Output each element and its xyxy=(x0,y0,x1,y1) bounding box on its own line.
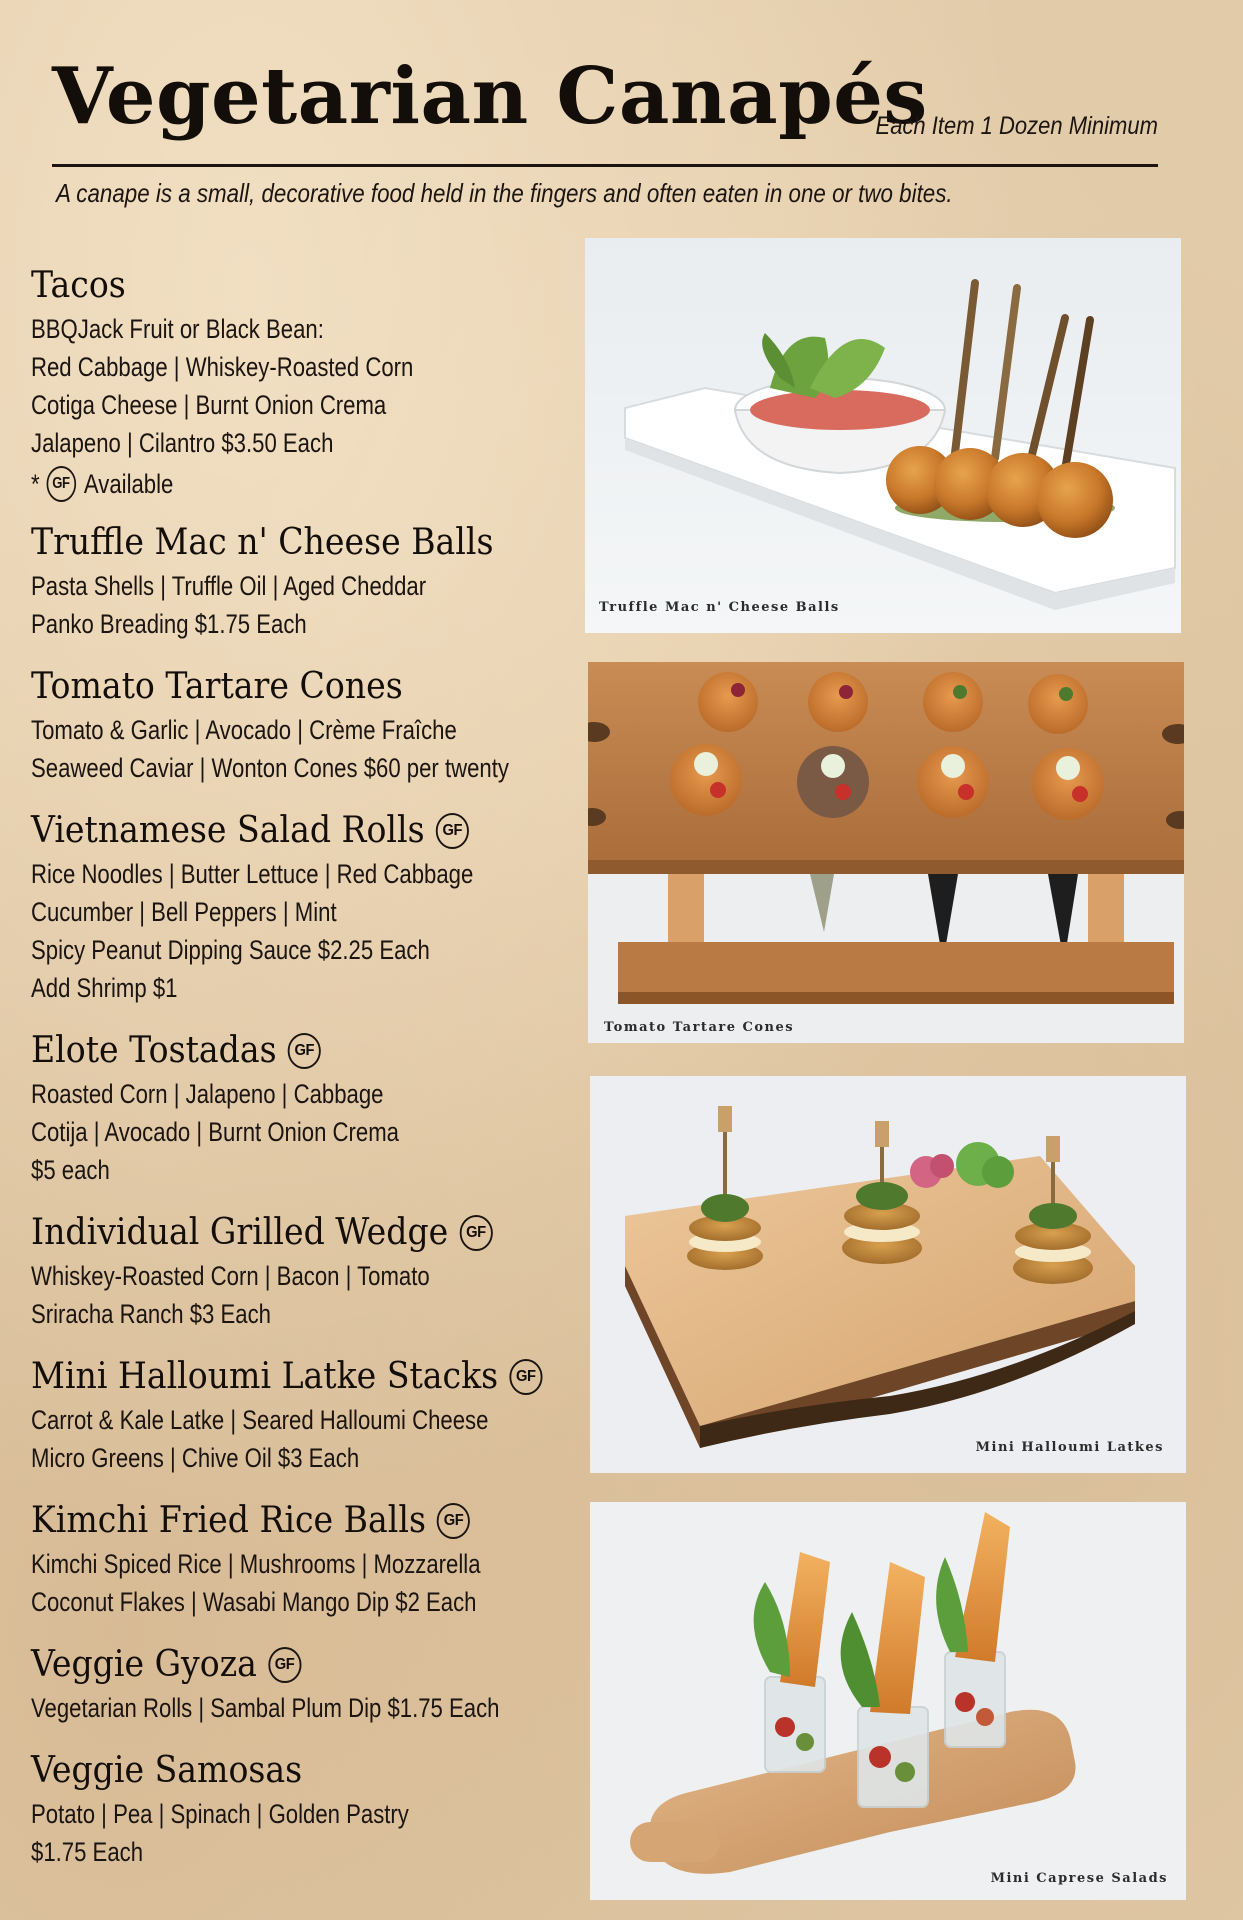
menu-item-name xyxy=(31,262,546,310)
menu-item-title: Vietnamese Salad Rolls xyxy=(31,810,425,851)
menu-item xyxy=(31,519,591,643)
menu-item-description: Panko Breading $1.75 Each xyxy=(31,609,307,639)
menu-item-name xyxy=(31,1027,546,1075)
menu-item-description: Rice Noodles | Butter Lettuce | Red Cabbage xyxy=(31,859,474,889)
gluten-free-badge: GF xyxy=(437,1503,470,1539)
menu-item-name xyxy=(31,1641,546,1689)
menu-item-description: Add Shrimp $1 xyxy=(31,973,178,1003)
menu-item xyxy=(31,663,591,787)
header-divider xyxy=(52,164,1158,167)
menu-item-title: Tacos xyxy=(31,265,126,306)
menu-item-description: Vegetarian Rolls | Sambal Plum Dip $1.75 Each xyxy=(31,1693,500,1723)
menu-item xyxy=(31,262,591,503)
menu-item-description: Potato | Pea | Spinach | Golden Pastry xyxy=(31,1799,409,1829)
menu-item-description: Roasted Corn | Jalapeno | Cabbage xyxy=(31,1079,384,1109)
menu-item-description: Seaweed Caviar | Wonton Cones $60 per twenty xyxy=(31,753,509,783)
minimum-order-note: Each Item 1 Dozen Minimum xyxy=(875,112,1158,140)
menu-item-description: $1.75 Each xyxy=(31,1837,144,1867)
menu-item-description: Coconut Flakes | Wasabi Mango Dip $2 Each xyxy=(31,1587,477,1617)
menu-item-description: Tomato & Garlic | Avocado | Crème Fraîche xyxy=(31,715,457,745)
menu-item xyxy=(31,1641,591,1727)
menu-item-description: Micro Greens | Chive Oil $3 Each xyxy=(31,1443,360,1473)
menu-item-title: Mini Halloumi Latke Stacks xyxy=(31,1356,499,1397)
photo-tomato-tartare-cones xyxy=(588,662,1184,1043)
menu-item-name xyxy=(31,1497,546,1545)
menu-list xyxy=(31,262,591,1891)
gluten-free-available-note xyxy=(31,465,490,503)
menu-item-title: Tomato Tartare Cones xyxy=(31,666,403,707)
gluten-free-badge: GF xyxy=(436,813,469,849)
gluten-free-badge: GF xyxy=(46,466,76,502)
page-subtitle: A canape is a small, decorative food held in the fingers and often eaten in one or two bites. xyxy=(56,178,953,208)
menu-item-description: BBQJack Fruit or Black Bean: xyxy=(31,314,324,344)
menu-item xyxy=(31,1027,591,1189)
menu-item-description: Kimchi Spiced Rice | Mushrooms | Mozzarella xyxy=(31,1549,481,1579)
photo-mini-halloumi-latkes xyxy=(590,1076,1186,1473)
menu-item xyxy=(31,1209,591,1333)
menu-item-description: Cucumber | Bell Peppers | Mint xyxy=(31,897,337,927)
menu-item-title: Veggie Samosas xyxy=(31,1750,303,1791)
page-header xyxy=(52,51,1158,142)
menu-item-title: Individual Grilled Wedge xyxy=(31,1212,449,1253)
menu-item-description: Cotiga Cheese | Burnt Onion Crema xyxy=(31,390,387,420)
page-title: Vegetarian Canapés xyxy=(52,51,928,142)
photo-mini-caprese-salads xyxy=(590,1502,1186,1900)
gluten-free-badge: GF xyxy=(268,1647,301,1683)
photo-caption: Mini Halloumi Latkes xyxy=(975,1440,1164,1455)
menu-item-description: Jalapeno | Cilantro $3.50 Each xyxy=(31,428,334,458)
menu-item-description: Cotija | Avocado | Burnt Onion Crema xyxy=(31,1117,399,1147)
caprese-salads-image xyxy=(590,1502,1186,1900)
gluten-free-badge: GF xyxy=(459,1215,492,1251)
menu-item-name xyxy=(31,1747,546,1795)
menu-item-name xyxy=(31,519,546,567)
menu-item xyxy=(31,1747,591,1871)
note-asterisk: * xyxy=(31,469,40,499)
menu-item-title: Kimchi Fried Rice Balls xyxy=(31,1500,426,1541)
menu-item-description: $5 each xyxy=(31,1155,110,1185)
menu-item xyxy=(31,807,591,1007)
menu-item-title: Veggie Gyoza xyxy=(31,1644,257,1685)
menu-item-description: Whiskey-Roasted Corn | Bacon | Tomato xyxy=(31,1261,430,1291)
tartare-cones-image xyxy=(588,662,1184,1043)
menu-item-name xyxy=(31,1353,546,1401)
menu-item-description: Sriracha Ranch $3 Each xyxy=(31,1299,271,1329)
menu-item-description: Pasta Shells | Truffle Oil | Aged Cheddar xyxy=(31,571,427,601)
menu-item-description: Red Cabbage | Whiskey-Roasted Corn xyxy=(31,352,414,382)
halloumi-latkes-image xyxy=(590,1076,1186,1473)
photo-caption: Tomato Tartare Cones xyxy=(604,1020,795,1035)
menu-item xyxy=(31,1497,591,1621)
menu-item-name xyxy=(31,807,546,855)
menu-item-description: Spicy Peanut Dipping Sauce $2.25 Each xyxy=(31,935,430,965)
gluten-free-badge: GF xyxy=(509,1359,542,1395)
menu-item-description: Carrot & Kale Latke | Seared Halloumi Cheese xyxy=(31,1405,489,1435)
photo-truffle-mac-cheese-balls xyxy=(585,238,1181,633)
gluten-free-badge: GF xyxy=(288,1033,321,1069)
menu-item-title: Elote Tostadas xyxy=(31,1030,277,1071)
note-text: Available xyxy=(83,469,174,499)
menu-item xyxy=(31,1353,591,1477)
photo-caption: Truffle Mac n' Cheese Balls xyxy=(599,600,840,615)
menu-item-name xyxy=(31,1209,546,1257)
menu-item-name xyxy=(31,663,546,711)
menu-item-title: Truffle Mac n' Cheese Balls xyxy=(31,522,494,563)
photo-caption: Mini Caprese Salads xyxy=(990,1871,1168,1886)
truffle-balls-image xyxy=(585,238,1181,633)
